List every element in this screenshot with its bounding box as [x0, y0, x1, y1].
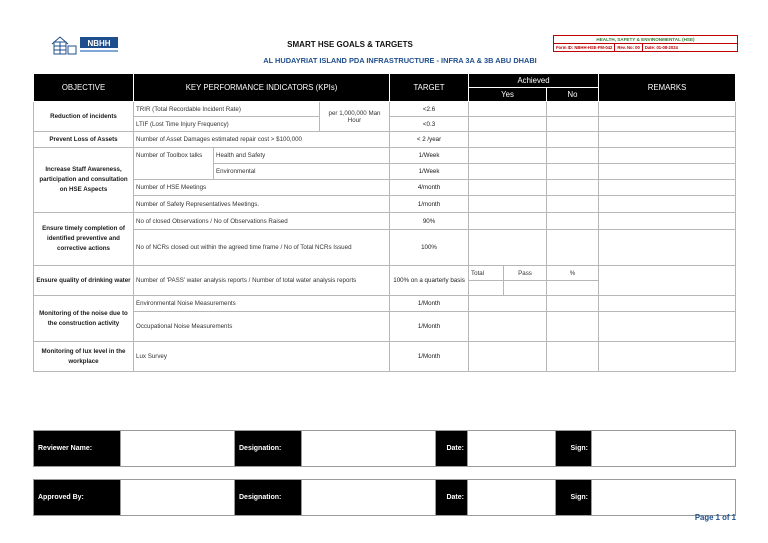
- hse-heading: HEALTH, SAFETY & ENVIRONMENTAL (HSE): [554, 36, 737, 44]
- remarks-cell[interactable]: [599, 266, 736, 296]
- yes-cell[interactable]: [469, 342, 547, 372]
- total-cell: Total: [469, 266, 504, 281]
- table-row: [34, 312, 736, 342]
- target-cell: 1/month: [390, 196, 469, 213]
- sign-label: Sign:: [556, 480, 592, 516]
- rev-no: Rev. No: 00: [615, 44, 643, 51]
- designation-field[interactable]: [302, 480, 436, 516]
- no-cell[interactable]: [547, 102, 599, 117]
- document-title: SMART HSE GOALS & TARGETS: [287, 40, 413, 49]
- yes-cell[interactable]: [469, 180, 547, 196]
- form-date: Date: 01-08-2024: [644, 45, 678, 50]
- no-cell[interactable]: [547, 342, 599, 372]
- no-cell[interactable]: [547, 132, 599, 148]
- remarks-cell[interactable]: [599, 102, 736, 117]
- remarks-cell[interactable]: [599, 164, 736, 180]
- date-field[interactable]: [468, 431, 556, 467]
- table-row: [34, 266, 736, 281]
- target-cell: 100%: [390, 230, 469, 266]
- header-no: No: [547, 88, 599, 102]
- pass-value-cell[interactable]: [504, 281, 547, 296]
- no-cell[interactable]: [547, 296, 599, 312]
- kpi-cell: Environmental Noise Measurements: [134, 296, 390, 312]
- document-subtitle: AL HUDAYRIAT ISLAND PDA INFRASTRUCTURE - INFRA 3A & 3B ABU DHABI: [263, 56, 537, 65]
- table-row: [34, 230, 736, 266]
- target-cell: 1/Month: [390, 312, 469, 342]
- remarks-cell[interactable]: [599, 148, 736, 164]
- yes-cell[interactable]: [469, 312, 547, 342]
- target-cell: 1/Month: [390, 342, 469, 372]
- kpi-cell: Occupational Noise Measurements: [134, 312, 390, 342]
- yes-cell[interactable]: [469, 102, 547, 117]
- header-objective: OBJECTIVE: [34, 74, 134, 102]
- header-kpi: KEY PERFORMANCE INDICATORS (KPIs): [134, 74, 390, 102]
- approved-by-label: Approved By:: [34, 480, 121, 516]
- remarks-cell[interactable]: [599, 296, 736, 312]
- rate-basis-cell: per 1,000,000 Man Hour: [320, 102, 390, 132]
- target-cell: <0.3: [390, 117, 469, 132]
- remarks-cell[interactable]: [599, 312, 736, 342]
- no-cell[interactable]: [547, 196, 599, 213]
- signoff-table: [33, 430, 736, 516]
- no-cell[interactable]: [547, 180, 599, 196]
- remarks-cell[interactable]: [599, 342, 736, 372]
- kpi-cell: TRIR (Total Recordable Incident Rate): [134, 102, 320, 117]
- objective-cell: Monitoring of lux level in the workplace: [34, 342, 134, 372]
- kpi-cell: Number of HSE Meetings: [134, 180, 390, 196]
- header-yes: Yes: [469, 88, 547, 102]
- table-row: [34, 342, 736, 372]
- company-logo: [50, 34, 122, 60]
- yes-cell[interactable]: [469, 148, 547, 164]
- remarks-cell[interactable]: [599, 196, 736, 213]
- total-value-cell[interactable]: [469, 281, 504, 296]
- form-id: Form ID: NBHH-HSE-FM-042: [554, 44, 615, 51]
- remarks-cell[interactable]: [599, 132, 736, 148]
- logo-text: NBHH: [87, 39, 111, 48]
- yes-cell[interactable]: [469, 196, 547, 213]
- target-cell: 4/month: [390, 180, 469, 196]
- hse-form-box: [553, 35, 738, 52]
- reviewer-row: [34, 431, 736, 467]
- target-cell: 1/Month: [390, 296, 469, 312]
- sign-field[interactable]: [592, 480, 736, 516]
- no-cell[interactable]: [547, 230, 599, 266]
- yes-cell[interactable]: [469, 117, 547, 132]
- target-cell: <2.6: [390, 102, 469, 117]
- kpi-cell: Lux Survey: [134, 342, 390, 372]
- yes-cell[interactable]: [469, 132, 547, 148]
- page-number: Page 1 of 1: [694, 513, 736, 522]
- objective-cell: Monitoring of the noise due to the construction activity: [34, 296, 134, 342]
- percent-cell: %: [547, 266, 599, 281]
- sign-field[interactable]: [592, 431, 736, 467]
- objective-cell: Reduction of incidents: [34, 102, 134, 132]
- designation-field[interactable]: [302, 431, 436, 467]
- no-cell[interactable]: [547, 312, 599, 342]
- target-cell: 100% on a quarterly basis: [390, 266, 469, 296]
- no-cell[interactable]: [547, 148, 599, 164]
- kpi-cell: No of closed Observations / No of Observations Raised: [134, 213, 390, 230]
- no-cell[interactable]: [547, 213, 599, 230]
- approver-row: [34, 480, 736, 516]
- table-row: [34, 196, 736, 213]
- sign-label: Sign:: [556, 431, 592, 467]
- hse-goals-table: [33, 73, 736, 372]
- building-icon: [52, 37, 76, 54]
- header-remarks: REMARKS: [599, 74, 736, 102]
- reviewer-name-field[interactable]: [121, 431, 235, 467]
- no-cell[interactable]: [547, 164, 599, 180]
- objective-cell: Increase Staff Awareness, participation and consultation on HSE Aspects: [34, 148, 134, 213]
- target-cell: 1/Week: [390, 148, 469, 164]
- pass-cell: Pass: [504, 266, 547, 281]
- remarks-cell[interactable]: [599, 213, 736, 230]
- date-field[interactable]: [468, 480, 556, 516]
- kpi-cell: Number of Asset Damages estimated repair cost > $100,000: [134, 132, 390, 148]
- objective-cell: Prevent Loss of Assets: [34, 132, 134, 148]
- percent-value-cell[interactable]: [547, 281, 599, 296]
- kpi-cell: No of NCRs closed out within the agreed time frame / No of Total NCRs Issued: [134, 230, 390, 266]
- kpi-cell: Number of 'PASS' water analysis reports / Number of total water analysis reports: [134, 266, 390, 296]
- table-row: [34, 296, 736, 312]
- approved-by-field[interactable]: [121, 480, 235, 516]
- yes-cell[interactable]: [469, 296, 547, 312]
- yes-cell[interactable]: [469, 213, 547, 230]
- designation-label: Designation:: [235, 431, 302, 467]
- header-achieved: Achieved: [469, 74, 599, 88]
- remarks-cell[interactable]: [599, 180, 736, 196]
- remarks-cell[interactable]: [599, 230, 736, 266]
- objective-cell: Ensure timely completion of identified preventive and corrective actions: [34, 213, 134, 266]
- reviewer-name-label: Reviewer Name:: [34, 431, 121, 467]
- kpi-cell: Number of Toolbox talks: [134, 148, 214, 180]
- kpi-cell: Number of Safety Representatives Meetings.: [134, 196, 390, 213]
- target-cell: 90%: [390, 213, 469, 230]
- target-cell: 1/Week: [390, 164, 469, 180]
- no-cell[interactable]: [547, 117, 599, 132]
- table-row: [34, 180, 736, 196]
- kpi-subcell: Health and Safety: [214, 148, 390, 164]
- objective-cell: Ensure quality of drinking water: [34, 266, 134, 296]
- table-row: [34, 132, 736, 148]
- target-cell: < 2 /year: [390, 132, 469, 148]
- table-row: [34, 213, 736, 230]
- designation-label: Designation:: [235, 480, 302, 516]
- date-label: Date:: [436, 431, 468, 467]
- date-label: Date:: [436, 480, 468, 516]
- table-row: [34, 102, 736, 117]
- yes-cell[interactable]: [469, 230, 547, 266]
- header-target: TARGET: [390, 74, 469, 102]
- yes-cell[interactable]: [469, 164, 547, 180]
- remarks-cell[interactable]: [599, 117, 736, 132]
- table-row: [34, 148, 736, 164]
- kpi-cell: LTIF (Lost Time Injury Frequency): [134, 117, 320, 132]
- kpi-subcell: Environmental: [214, 164, 390, 180]
